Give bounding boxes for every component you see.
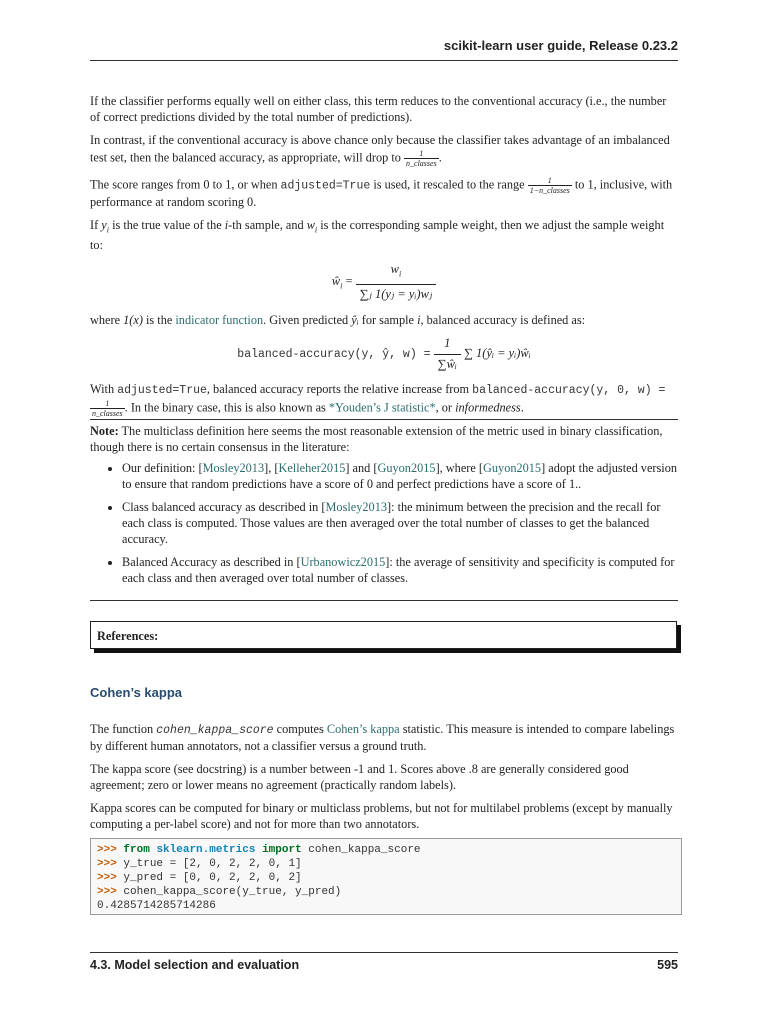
inline-code-adjusted: adjusted=True — [280, 179, 371, 193]
ref-link-mosley2013[interactable]: Mosley2013 — [202, 461, 265, 476]
page-number: 595 — [657, 958, 678, 972]
ref-link-kelleher2015[interactable]: Kelleher2015 — [278, 461, 346, 476]
kappa-text — [90, 722, 678, 841]
kappa-paragraph-3: Kappa scores can be computed for binary or multiclass problems, but not for multilabel problems (except by manually computing a per-label score) and not for more than two annotators. — [90, 801, 673, 831]
code-line-1: >>> from sklearn.metrics import cohen_kappa_score — [97, 844, 421, 856]
paragraph-5: where 1(x) is the indicator function. Given predicted ŷᵢ for sample i, balanced accuracy is defined as: — [90, 312, 586, 327]
cohens-kappa-link[interactable]: Cohen’s kappa — [326, 722, 400, 736]
footer-section: 4.3. Model selection and evaluation — [90, 958, 300, 972]
note-list — [90, 461, 678, 586]
ref-link-guyon2015-2[interactable]: Guyon2015 — [483, 461, 542, 476]
youdens-j-link[interactable]: *Youden’s J statistic* — [328, 400, 436, 415]
paragraph-2: In contrast, if the conventional accuracy is above chance only because the classifier takes advantage of an imbalanced test set, then the balanced accuracy, as appropriate, will drop to $\frac{1}{\text{n\_classes}}$ . — [90, 133, 670, 168]
cohen-kappa-score-link[interactable]: cohen_kappa_score — [156, 724, 274, 737]
fraction-range: $\frac{1}{\text{1−n\_classes}}$ — [529, 175, 570, 195]
indicator-function-link[interactable]: indicator function — [175, 312, 264, 327]
fraction-1-over-nclasses: $\frac{1}{\text{n\_classes}}$ — [406, 148, 437, 168]
list-item: • Balanced Accuracy as described in [Urbanowicz2015]: the average of sensitivity and specificity is computed for each class and then averaged over total number of classes. — [122, 555, 678, 586]
code-line-4: >>> cohen_kappa_score(y_true, y_pred) — [97, 886, 342, 898]
list-item: • Our definition: [Mosley2013], [Kelleher2015] and [Guyon2015], where [Guyon2015] adopt the adjusted version to ensure that random predictions have a score of 0 and perfect predictions have a score of 1.. — [122, 461, 678, 492]
kappa-paragraph-1: The function cohen_kappa_score computes Cohen’s kappa statistic. This measure is intended to compare labelings by different human annotators, not a classifier versus a ground truth. — [90, 722, 675, 753]
paragraph-1: If the classifier performs equally well on either class, this term reduces to the conventional accuracy (i.e., the number of correct predictions divided by the total number of predictions). — [90, 94, 667, 124]
references-box[interactable]: References: — [90, 621, 677, 649]
code-output: 0.4285714285714286 — [97, 900, 216, 912]
ref-link-mosley2013-2[interactable]: Mosley2013 — [325, 500, 387, 515]
code-example — [90, 838, 682, 915]
kappa-paragraph-2: The kappa score (see docstring) is a number between -1 and 1. Scores above .8 are generally considered good agreement; zero or lower means no agreement (practically random labels). — [90, 762, 629, 792]
equation-balanced-accuracy: balanced-accuracy(y, ŷ, w) = $\frac{1}{\text{∑ŵᵢ}}$ ∑ 1(ŷᵢ = yᵢ)ŵᵢ — [237, 336, 531, 371]
main-text — [90, 94, 678, 426]
paragraph-6: With adjusted=True, balanced accuracy reports the relative increase from balanced-accuracy(y, 0, w) = $\frac{1}{\text{n\_classes}}$ . In the binary case, this is also known as *Youden’s J statistic*, or informedness. — [90, 382, 666, 419]
code-line-3: >>> y_pred = [0, 0, 2, 2, 0, 2] — [97, 872, 302, 884]
paragraph-3: The score ranges from 0 to 1, or when adjusted=True is used, it rescaled to the range $\frac{1}{\text{1−n\_classes}}$ to 1, inclusive, with performance at random scoring 0. — [90, 175, 673, 209]
note-box — [90, 419, 678, 601]
code-line-2: >>> y_true = [2, 0, 2, 2, 0, 1] — [97, 858, 302, 870]
equation-weight: $ŵ_i$ = $\frac{w_i}{\text{∑ⱼ 1(yⱼ = yᵢ)wⱼ}}$ — [90, 262, 678, 303]
note-text: Note: The multiclass definition here seems the most reasonable extension of the metric used in binary classification, though there is no certain consensus in the literature: — [90, 424, 663, 454]
section-title: Cohen’s kappa — [90, 685, 182, 700]
list-item: • Class balanced accuracy as described in [Mosley2013]: the minimum between the precision and the recall for each class is computed. Those values are then averaged over the total number of classes to get the balanced accuracy. — [122, 500, 678, 547]
paragraph-4: If $y_i$ is the true value of the i-th sample, and $w_i$ is the corresponding sample weight, then we adjust the sample weight to: — [90, 218, 665, 253]
running-header: scikit-learn user guide, Release 0.23.2 — [443, 38, 678, 53]
ref-link-guyon2015[interactable]: Guyon2015 — [377, 461, 436, 476]
header-rule — [90, 60, 678, 61]
footer-rule — [90, 952, 678, 953]
ref-link-urbanowicz2015[interactable]: Urbanowicz2015 — [300, 555, 386, 570]
